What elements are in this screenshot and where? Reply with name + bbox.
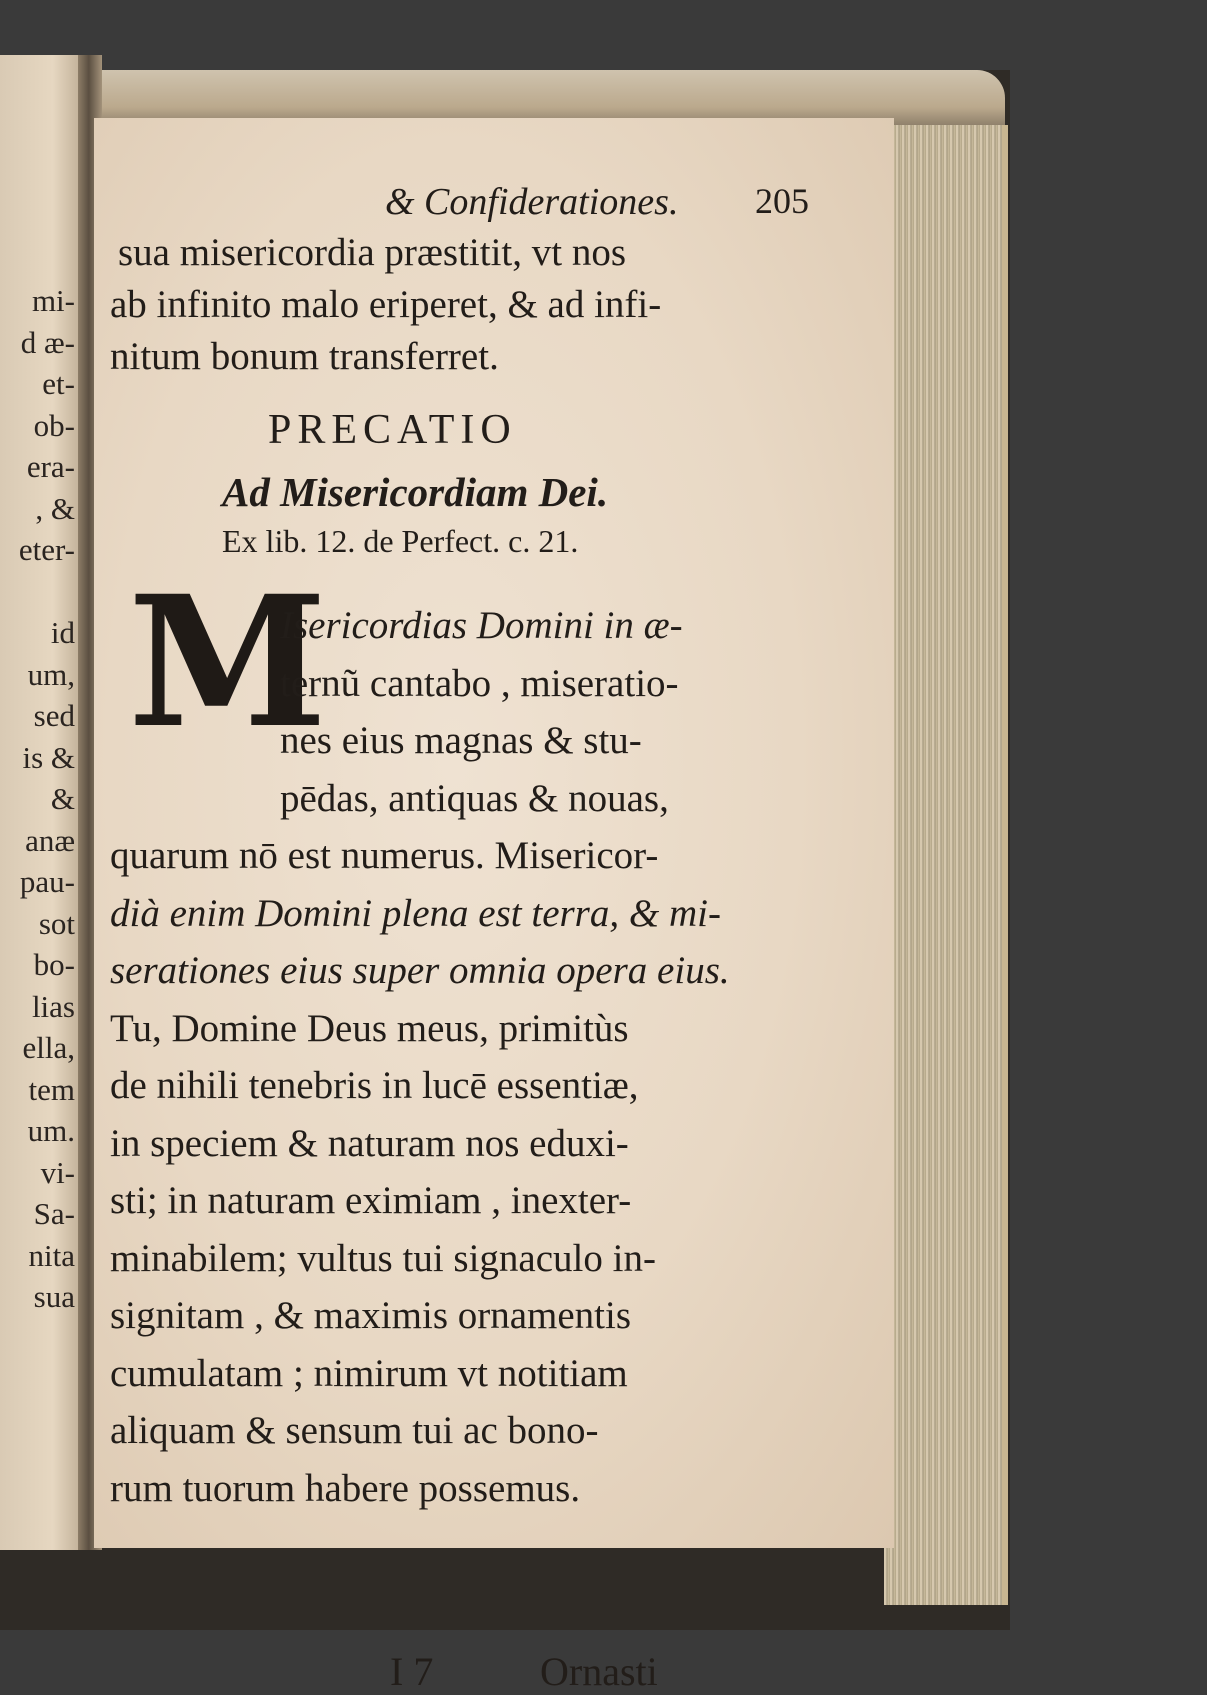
prayer-source: Ex lib. 12. de Perfect. c. 21. [222,523,579,559]
text-line: dià enim Domini plena est terra, & mi- [110,891,721,935]
text-line: rum tuorum habere possemus. [110,1466,581,1510]
text-line: cumulatam ; nimirum vt notitiam [110,1351,628,1395]
left-margin-fragment [0,571,75,613]
text-line: serationes eius super omnia opera eius. [110,949,730,992]
left-margin-fragment: bo- [33,947,75,982]
prayer-subtitle: Ad Misericordiam Dei. [222,469,609,515]
left-margin-fragment: tem [28,1071,75,1107]
text-line: in speciem & naturam nos eduxi- [110,1121,629,1165]
left-margin-fragment: anæ [25,822,75,858]
left-margin-fragment: , & [35,490,75,526]
left-margin-fragment: sed [33,698,75,733]
signature-mark: I 7 [390,1649,434,1694]
catchword: Ornasti [540,1649,658,1694]
left-margin-fragment: um. [27,1113,75,1148]
left-margin-fragment: era- [26,449,75,484]
left-margin-fragment: mi- [31,283,75,318]
left-margin-fragment: d æ- [20,324,75,360]
text-line: Isericordias Domini in æ- [280,604,683,647]
prayer-title: PRECATIO [268,407,517,453]
text-line: minabilem; vultus tui signaculo in- [110,1236,656,1280]
running-head: & Confiderationes. [385,181,679,223]
left-margin-fragment: id [50,615,75,650]
text-line: sua misericordia præstitit, vt nos [118,231,627,274]
left-margin-fragment: um, [27,656,75,692]
text-line: nitum bonum transferret. [110,335,499,378]
left-margin-fragment: sot [38,905,75,941]
text-line: de nihili tenebris in lucē essentiæ, [110,1064,639,1107]
left-page [0,55,88,1550]
left-margin-fragment: ob- [33,407,75,443]
left-margin-fragment: eter- [18,532,75,567]
text-line: ab infinito malo eriperet, & ad infi- [110,283,662,326]
left-margin-fragment: sua [33,1279,75,1314]
left-margin-fragment: is & [22,739,75,775]
left-margin-fragment: lias [31,988,75,1024]
text-line: ternũ cantabo , miseratio- [280,661,679,705]
left-margin-fragment: & [50,781,75,816]
left-margin-fragment: pau- [19,864,75,899]
page-header [285,178,845,228]
text-line: aliquam & sensum tui ac bono- [110,1409,599,1452]
page-number: 205 [755,181,809,221]
left-margin-fragment: et- [42,366,75,401]
text-line: sti; in naturam eximiam , inexter- [110,1179,632,1222]
text-line: pēdas, antiquas & nouas, [280,776,669,820]
drop-cap: M [128,557,328,768]
page-edges [884,125,1008,1605]
left-margin-fragment: vi- [40,1154,75,1190]
text-line: nes eius magnas & stu- [280,719,642,762]
left-page-text-fragments [0,280,75,1318]
text-line: Tu, Domine Deus meus, primitùs [110,1006,629,1050]
left-margin-fragment: nita [28,1237,75,1273]
left-margin-fragment: ella, [22,1030,75,1065]
left-margin-fragment: Sa- [33,1196,75,1231]
text-line: quarum nō est numerus. Misericor- [110,834,659,877]
text-line: signitam , & maximis ornamentis [110,1294,632,1337]
